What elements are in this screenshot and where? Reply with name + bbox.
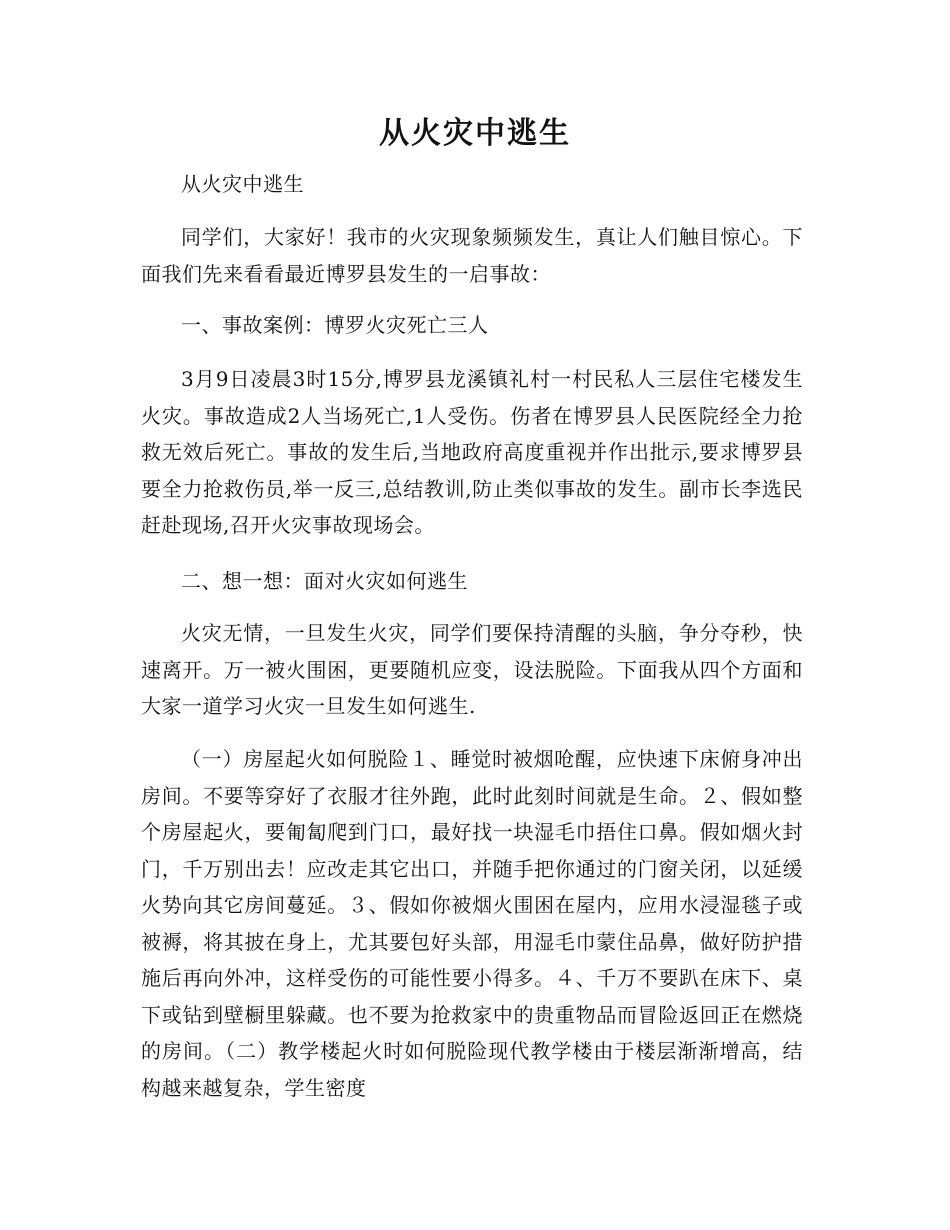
document-title: 从火灾中逃生 <box>379 116 571 151</box>
accident-case-paragraph: 3月9日凌晨3时15分,博罗县龙溪镇礼村一村民私人三层住宅楼发生火灾。事故造成2人当场死亡,1人受伤。伤者在博罗县人民医院经全力抢救无效后死亡。事故的发生后,当地政府高度重视并作出批示,要求博罗县要全力抢救伤员,举一反三,总结教训,防止类似事故的发生。副市长李选民赶赴现场,召开火灾事故现场会。 <box>141 367 803 537</box>
escape-methods-paragraph: （一）房屋起火如何脱险１、睡觉时被烟呛醒，应快速下床俯身冲出房间。不要等穿好了衣服才往外跑，此时此刻时间就是生命。２、假如整个房屋起火，要匍匐爬到门口，最好找一块湿毛巾捂住口鼻。假如烟火封门，千万别出去！应改走其它出口，并随手把你通过的门窗关闭，以延缓火势向其它房间蔓延。３、假如你被烟火围困在屋内，应用水浸湿毯子或被褥，将其披在身上，尤其要包好头部，用湿毛巾蒙住品鼻，做好防护措施后再向外冲，这样受伤的可能性要小得多。４、千万不要趴在床下、桌下或钻到壁橱里躲藏。也不要为抢救家中的贵重物品而冒险返回正在燃烧的房间。（二）教学楼起火时如何脱险现代教学楼由于楼层渐渐增高，结构越来越复杂，学生密度 <box>141 747 803 1100</box>
section-heading-accident-case: 一、事故案例：博罗火灾死亡三人 <box>181 313 489 337</box>
subtitle-paragraph: 从火灾中逃生 <box>181 172 304 196</box>
greeting-paragraph: 同学们，大家好！我市的火灾现象频频发生，真让人们触目惊心。下面我们先来看看最近博罗县发生的一启事故： <box>141 225 803 286</box>
escape-intro-paragraph: 火灾无情，一旦发生火灾，同学们要保持清醒的头脑，争分夺秒，快速离开。万一被火围困，更要随机应变，设法脱险。下面我从四个方面和大家一道学习火灾一旦发生如何逃生. <box>141 621 803 718</box>
section-heading-how-to-escape: 二、想一想：面对火灾如何逃生 <box>181 569 468 593</box>
